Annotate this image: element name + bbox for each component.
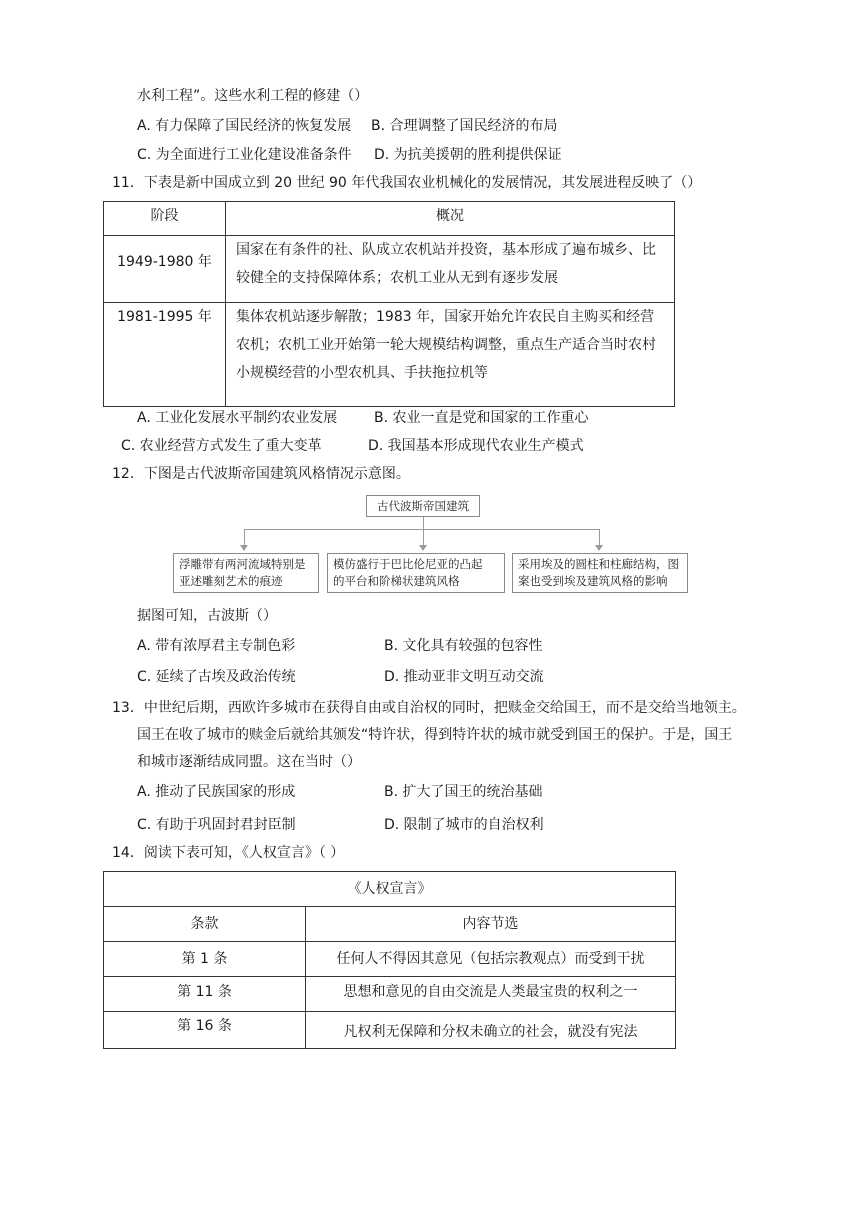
- q11-table: [103, 201, 675, 407]
- q11-stem: 11．下表是新中国成立到 20 世纪 90 年代我国农业机械化的发展情况，其发展进程反映了（）: [112, 175, 702, 191]
- q14-table: [103, 871, 676, 1049]
- q11-header-overview: 概况: [226, 202, 675, 236]
- q14-stem: 14．阅读下表可知，《人权宣言》（ ）: [112, 845, 345, 861]
- arrow-down-icon: [595, 545, 603, 551]
- q12-option-c: C. 延续了古埃及政治传统: [137, 669, 296, 685]
- q13-option-b: B. 扩大了国王的统治基础: [384, 784, 543, 800]
- q11-option-b: B. 农业一直是党和国家的工作重心: [374, 410, 589, 426]
- diagram-child-2: [327, 553, 505, 593]
- q12-option-b: B. 文化具有较强的包容性: [384, 638, 543, 654]
- q11-stage-2: 1981-1995 年: [104, 303, 226, 407]
- q12-stem: 12．下图是古代波斯帝国建筑风格情况示意图。: [112, 466, 410, 482]
- q14-row1-content: 任何人不得因其意见（包括宗教观点）而受到干扰: [306, 942, 676, 977]
- q10-option-c: C. 为全面进行工业化建设准备条件: [137, 147, 352, 163]
- connector-line: [599, 529, 600, 546]
- table-row: [104, 303, 675, 407]
- q14-row3-article: 第 16 条: [104, 1012, 306, 1049]
- q13-line3: 和城市逐渐结成同盟。这在当时（）: [137, 754, 361, 770]
- q11-overview-1-line2: 较健全的支持保障体系；农机工业从无到有逐步发展: [236, 270, 558, 286]
- arrow-down-icon: [419, 545, 427, 551]
- table-row: [104, 977, 676, 1012]
- q10-option-d: D. 为抗美援朝的胜利提供保证: [374, 147, 562, 163]
- diagram-child-1-line1: 浮雕带有两河流域特别是: [179, 557, 306, 571]
- table-row: [104, 236, 675, 303]
- q14-row2-content: 思想和意见的自由交流是人类最宝贵的权利之一: [306, 977, 676, 1012]
- q14-row1-article: 第 1 条: [104, 942, 306, 977]
- diagram-child-1-line2: 亚述雕刻艺术的痕迹: [179, 574, 283, 588]
- q11-header-stage: 阶段: [104, 202, 226, 236]
- q11-stage-1: 1949-1980 年: [104, 236, 226, 303]
- table-row: [104, 942, 676, 977]
- diagram-root-box: 古代波斯帝国建筑: [366, 495, 480, 517]
- q13-line1: 13．中世纪后期，西欧许多城市在获得自由或自治权的同时，把赎金交给国王，而不是交给当地领主。: [112, 700, 746, 716]
- q13-option-c: C. 有助于巩固封君封臣制: [137, 817, 296, 833]
- q10-stem: 水利工程”。这些水利工程的修建（）: [137, 88, 369, 104]
- q14-header-content: 内容节选: [306, 907, 676, 942]
- diagram-child-2-line1: 模仿盛行于巴比伦尼亚的凸起: [333, 557, 483, 571]
- connector-line: [423, 529, 424, 546]
- q13-option-a: A. 推动了民族国家的形成: [137, 784, 296, 800]
- q13-line2: 国王在收了城市的赎金后就给其颁发“特许状，得到特许状的城市就受到国王的保护。于是，国王: [137, 727, 733, 743]
- q12-option-d: D. 推动亚非文明互动交流: [384, 669, 544, 685]
- connector-line: [423, 517, 424, 529]
- q14-row2-article: 第 11 条: [104, 977, 306, 1012]
- q11-option-a: A. 工业化发展水平制约农业发展: [137, 410, 338, 426]
- q10-option-b: B. 合理调整了国民经济的布局: [371, 118, 558, 134]
- arrow-down-icon: [240, 545, 248, 551]
- table-row: [104, 1012, 676, 1049]
- q11-option-d: D. 我国基本形成现代农业生产模式: [368, 438, 584, 454]
- q11-overview-2-line2: 农机；农机工业开始第一轮大规模结构调整，重点生产适合当时农村: [236, 337, 656, 353]
- q12-lead: 据图可知，古波斯（）: [137, 608, 277, 624]
- diagram-child-2-line2: 的平台和阶梯状建筑风格: [333, 574, 460, 588]
- q11-overview-1-line1: 国家在有条件的社、队成立农机站并投资，基本形成了遍布城乡、比: [236, 242, 656, 258]
- q12-option-a: A. 带有浓厚君主专制色彩: [137, 638, 296, 654]
- connector-line: [244, 529, 245, 546]
- diagram-child-1: [173, 553, 319, 593]
- q10-option-a: A. 有力保障了国民经济的恢复发展: [137, 118, 352, 134]
- q14-header-article: 条款: [104, 907, 306, 942]
- diagram-child-3: [512, 553, 688, 593]
- connector-line: [244, 529, 600, 530]
- q11-overview-2-line1: 集体农机站逐步解散；1983 年，国家开始允许农民自主购买和经营: [236, 309, 655, 325]
- q14-table-title: 《人权宣言》: [104, 872, 676, 907]
- diagram-child-3-line1: 采用埃及的圆柱和柱廊结构，图: [518, 557, 679, 571]
- q13-option-d: D. 限制了城市的自治权利: [384, 817, 544, 833]
- q11-overview-2-line3: 小规模经营的小型农机具、手扶拖拉机等: [236, 365, 488, 381]
- q11-option-c: C. 农业经营方式发生了重大变革: [121, 438, 322, 454]
- q14-row3-content: 凡权利无保障和分权未确立的社会，就没有宪法: [306, 1012, 676, 1049]
- diagram-child-3-line2: 案也受到埃及建筑风格的影响: [518, 574, 668, 588]
- q12-diagram: [180, 495, 680, 597]
